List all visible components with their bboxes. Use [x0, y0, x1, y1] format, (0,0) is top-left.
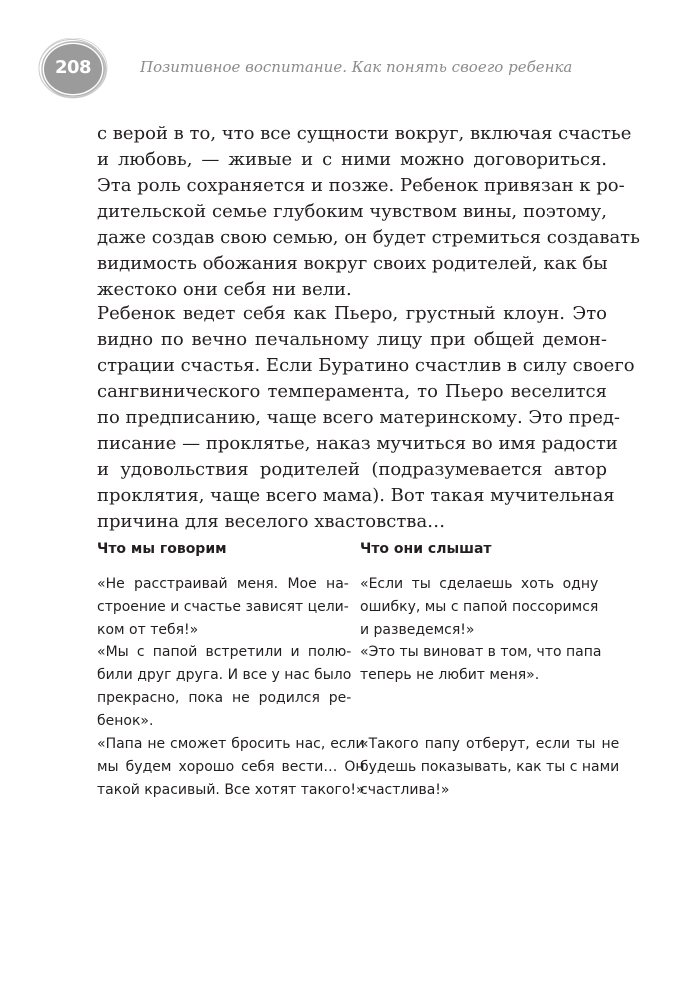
text-line: били друг друга. И все у нас было — [97, 667, 352, 683]
text-line: дительской семье глубоким чувством вины, поэтому, — [97, 201, 607, 222]
text-line: такой красивый. Все хотят такого!» — [97, 782, 365, 798]
text-line: с верой в то, что все сущности вокруг, включая счастье — [97, 123, 632, 144]
text-line: писание — проклятье, наказ мучиться во имя радости — [97, 433, 618, 454]
paragraph-1 — [97, 121, 640, 303]
text-line: Эта роль сохраняется и позже. Ребенок привязан к ро- — [97, 175, 625, 196]
text-line: жестоко они себя ни вели. — [97, 279, 352, 300]
text-line: видно по вечно печальному лицу при общей демон- — [97, 329, 607, 350]
running-header-title: Позитивное воспитание. Как понять своего ребенка — [140, 58, 573, 76]
text-line: даже создав свою семью, он будет стремиться создавать — [97, 227, 640, 248]
text-line: видимость обожания вокруг своих родителей, как бы — [97, 253, 608, 274]
column-header: Что они слышат — [360, 541, 492, 557]
text-line: «Это ты виноват в том, что папа — [360, 644, 602, 660]
text-line: причина для веселого хвастовства… — [97, 511, 446, 532]
text-line: страции счастья. Если Буратино счастлив в силу своего — [97, 355, 635, 376]
text-line: строение и счастье зависят цели- — [97, 599, 349, 615]
text-line: и любовь, — живые и с ними можно договориться. — [97, 149, 607, 170]
column-what-we-say — [97, 540, 365, 798]
page-number: 208 — [54, 57, 92, 78]
text-line: мы будем хорошо себя вести… Он — [97, 759, 365, 775]
text-line: «Папа не сможет бросить нас, если — [97, 736, 365, 752]
table-cell — [97, 573, 349, 642]
text-line: бенок». — [97, 713, 154, 729]
text-line: и удовольствия родителей (подразумевается автор — [97, 459, 607, 480]
page-number-badge — [38, 38, 108, 100]
text-line: теперь не любит меня». — [360, 667, 540, 683]
text-line: «Не расстраивай меня. Мое на- — [97, 576, 349, 592]
text-line: прекрасно, пока не родился ре- — [97, 690, 352, 706]
table-cell — [360, 641, 601, 687]
column-header: Что мы говорим — [97, 541, 227, 557]
text-line: «Если ты сделаешь хоть одну — [360, 576, 599, 592]
text-line: проклятия, чаще всего мама). Вот такая мучительная — [97, 485, 615, 506]
table-cell — [360, 733, 619, 802]
text-line: ком от тебя!» — [97, 622, 199, 638]
text-line: ошибку, мы с папой поссоримся — [360, 599, 599, 615]
text-line: Ребенок ведет себя как Пьеро, грустный клоун. Это — [97, 303, 607, 324]
table-cell — [97, 641, 351, 733]
text-line: будешь показывать, как ты с нами — [360, 759, 620, 775]
table-cell — [97, 733, 365, 802]
text-line: счастлива!» — [360, 782, 450, 798]
text-line: и разведемся!» — [360, 622, 475, 638]
table-cell — [360, 573, 598, 642]
paragraph-2 — [97, 301, 635, 535]
text-line: «Такого папу отберут, если ты не — [360, 736, 620, 752]
text-line: сангвинического темперамента, то Пьеро веселится — [97, 381, 607, 402]
text-line: «Мы с папой встретили и полю- — [97, 644, 352, 660]
column-what-they-hear — [360, 540, 620, 798]
text-line: по предписанию, чаще всего материнскому. Это пред- — [97, 407, 621, 428]
